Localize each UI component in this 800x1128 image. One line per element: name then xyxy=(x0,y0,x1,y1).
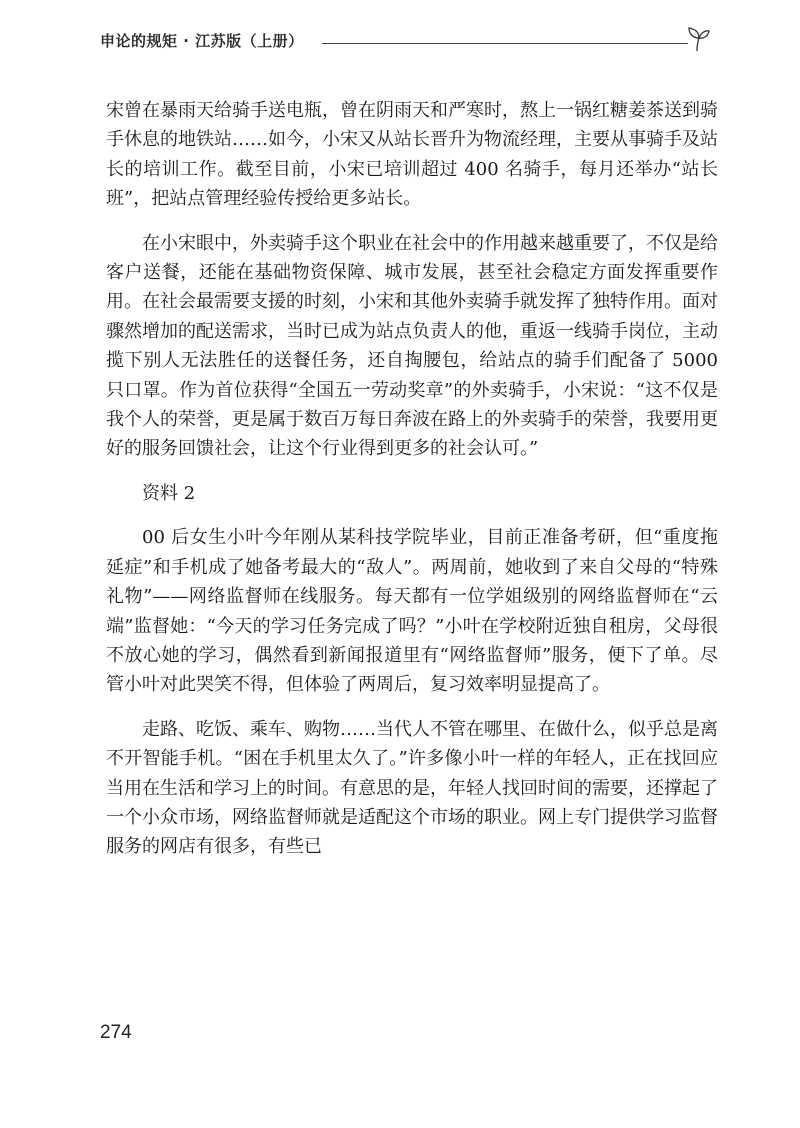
sprout-icon xyxy=(686,26,710,52)
paragraph-1: 宋曾在暴雨天给骑手送电瓶，曾在阴雨天和严寒时，熬上一锅红糖姜茶送到骑手休息的地铁站……如今，小宋又从站长晋升为物流经理，主要从事骑手及站长的培训工作。截至目前，小宋已培训超过 400 名骑手，每月还举办“站长班”，把站点管理经验传授给更多站长。 xyxy=(106,100,718,210)
paragraph-2: 在小宋眼中，外卖骑手这个职业在社会中的作用越来越重要了，不仅是给客户送餐，还能在基础物资保障、城市发展，甚至社会稳定方面发挥重要作用。在社会最需要支援的时刻，小宋和其他外卖骑手就发挥了独特作用。面对骤然增加的配送需求，当时已成为站点负责人的他，重返一线骑手岗位，主动揽下别人无法胜任的送餐任务，还自掏腰包，给站点的骑手们配备了 5000 只口罩。作为首位获得“全国五一劳动奖章”的外卖骑手，小宋说：“这不仅是我个人的荣誉，更是属于数百万每日奔波在路上的外卖骑手的荣誉，我要用更好的服务回馈社会，让这个行业得到更多的社会认可。” xyxy=(106,232,718,460)
header-rule xyxy=(322,43,688,44)
paragraph-3: 00 后女生小叶今年刚从某科技学院毕业，目前正准备考研，但“重度拖延症”和手机成了她备考最大的“敌人”。两周前，她收到了来自父母的“特殊礼物”——网络监督师在线服务。每天都有一位学姐级别的网络监督师在“云端”监督她：“今天的学习任务完成了吗？”小叶在学校附近独自租房，父母很不放心她的学习，偶然看到新闻报道里有“网络监督师”服务，便下了单。尽管小叶对此哭笑不得，但体验了两周后，复习效率明显提高了。 xyxy=(106,527,718,696)
page-body xyxy=(106,96,718,862)
running-header xyxy=(100,26,710,56)
page-number: 274 xyxy=(100,1022,132,1043)
section-label: 资料 2 xyxy=(142,482,196,504)
book-title: 申论的规矩 · 江苏版（上册） xyxy=(100,32,304,50)
paragraph-4: 走路、吃饭、乘车、购物……当代人不管在哪里、在做什么，似乎总是离不开智能手机。“困在手机里太久了。”许多像小叶一样的年轻人，正在找回应当用在生活和学习上的时间。有意思的是，年轻人找回时间的需要，还撑起了一个小众市场，网络监督师就是适配这个市场的职业。网上专门提供学习监督服务的网店有很多，有些已 xyxy=(106,718,718,858)
